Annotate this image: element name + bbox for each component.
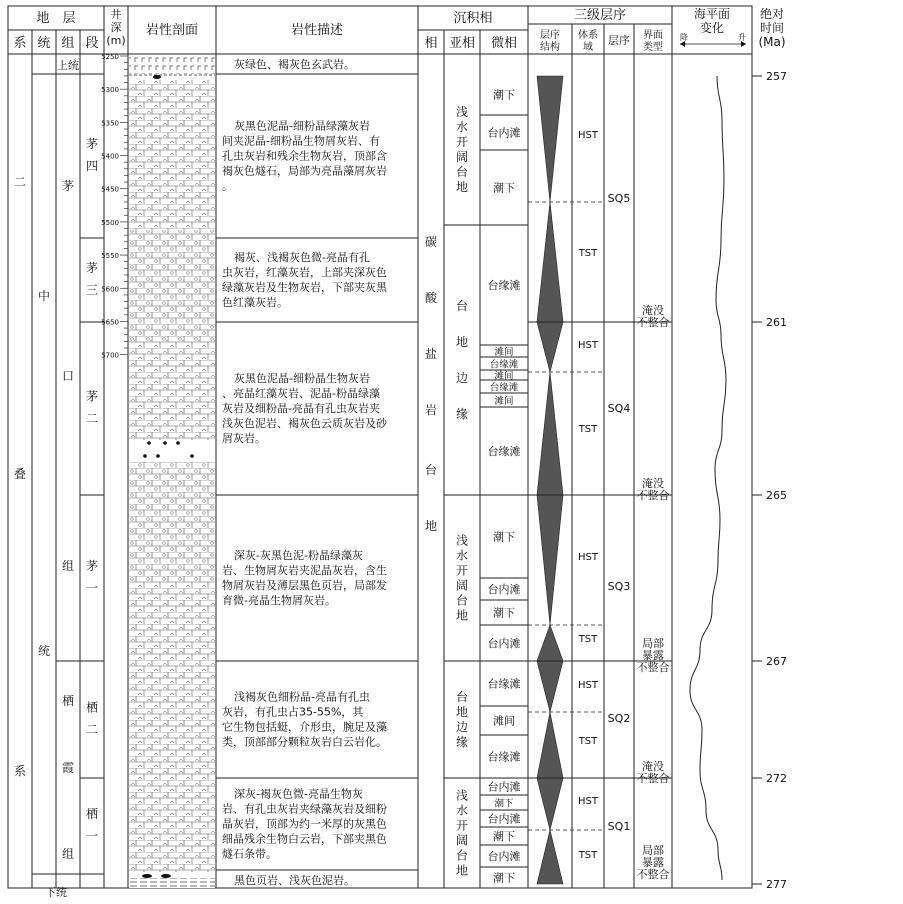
time-tick-label: 261 — [766, 316, 787, 329]
header-sedimentary-facies: 沉积相 — [453, 11, 493, 26]
fossil-limestone-layer — [129, 230, 215, 340]
formation-char: 组 — [61, 559, 75, 573]
header-lithology-profile: 岩性剖面 — [145, 23, 199, 38]
subfacies-char: 浅 — [455, 533, 469, 548]
member-label: 栖 — [85, 807, 99, 821]
header-system: 系 — [13, 36, 27, 51]
description-text: 深灰-褐灰色微-亮晶生物灰岩、有孔虫灰岩夹绿藻灰岩及细粉晶灰岩，顶部为约一米厚的灰黑色细晶残余生物白云岩，下部夹黑色燧石条带。 — [222, 787, 387, 861]
microfacies-label: 台内滩 — [487, 780, 521, 794]
member-label: 茅 — [85, 559, 99, 573]
header-formation: 组 — [61, 36, 75, 51]
microfacies-label: 潮下 — [493, 871, 515, 885]
sea-level-line — [690, 76, 726, 880]
dolomite-dot — [163, 441, 167, 445]
facies-char: 碳 — [424, 235, 438, 249]
header-sequence: 层序 — [608, 34, 630, 47]
systems-tract-label: TST — [578, 850, 598, 861]
tst-wedge — [537, 830, 563, 884]
header-strata: 地 层 — [36, 11, 76, 26]
microfacies-label: 潮下 — [493, 181, 515, 195]
system-char: 系 — [13, 764, 27, 778]
microfacies-label: 潮下 — [494, 798, 514, 810]
formation-char: 组 — [61, 847, 75, 861]
subfacies-char: 开 — [455, 818, 469, 833]
dolomite-dot — [190, 454, 194, 458]
member-label: 二 — [85, 722, 99, 737]
systems-tract-label: HST — [578, 680, 598, 691]
microfacies-label: 滩间 — [494, 396, 514, 407]
depth-tick-label: 5400 — [101, 152, 119, 161]
microfacies-label: 滩间 — [494, 371, 514, 382]
subfacies-char: 台 — [455, 848, 469, 863]
description-text: 灰黑色泥晶-细粉晶绿藻灰岩间夹泥晶-细粉晶生物屑灰岩、有孔虫灰岩和残余生物灰岩，顶部含褐灰色燧石，局部为亮晶藻屑灰岩。 — [222, 119, 387, 193]
sea-level-curve — [690, 76, 726, 880]
microfacies-label: 台内滩 — [487, 637, 521, 650]
systems-tract-label: TST — [578, 424, 598, 435]
microfacies-label: 滩间 — [494, 347, 514, 358]
microfacies-label: 台内滩 — [487, 583, 521, 596]
basalt-layer — [129, 56, 215, 74]
sea-level-rise-label: 升 — [738, 33, 746, 42]
hst-wedge — [537, 322, 563, 372]
limestone-layer — [129, 582, 215, 872]
hst-wedge — [537, 76, 563, 202]
upper-series-label: 上统 — [57, 59, 79, 72]
depth-tick-label: 5700 — [101, 351, 119, 360]
lower-series-label: 下统 — [45, 886, 67, 899]
header-sea-level-change: 海平面变化 — [693, 7, 731, 35]
header-lithology-description: 岩性描述 — [290, 23, 344, 38]
header-systems-tract: 体系域 — [578, 30, 598, 53]
chert-nodule — [153, 75, 161, 79]
microfacies-label: 台缘滩 — [487, 279, 521, 292]
absolute-time-axis — [752, 70, 787, 891]
table-grid — [8, 6, 752, 888]
system-char: 二 — [13, 175, 27, 189]
systems-tract-label: HST — [578, 340, 598, 351]
boundary-type-label: 局部暴露不整合 — [636, 844, 670, 881]
subfacies-char: 阔 — [455, 150, 469, 164]
systems-tract-label: TST — [578, 248, 598, 259]
systems-tract-label: TST — [578, 736, 598, 747]
formation-char: 口 — [61, 369, 75, 383]
depth-tick-label: 5550 — [101, 252, 119, 261]
subfacies-char: 缘 — [455, 735, 469, 749]
microfacies-label: 台缘滩 — [489, 382, 519, 394]
header — [13, 6, 785, 53]
subfacies-char: 地 — [455, 335, 469, 349]
chert-band — [142, 874, 152, 878]
system-char: 叠 — [13, 467, 27, 481]
member-label: 四 — [85, 159, 99, 173]
depth-tick-label: 5300 — [101, 86, 119, 95]
sea-level-arrow-icon — [680, 41, 746, 47]
strata-columns — [14, 58, 104, 899]
header-boundary-type: 界面类型 — [643, 30, 663, 53]
microfacies-label: 潮下 — [493, 88, 515, 102]
microfacies-label: 台缘滩 — [487, 445, 521, 458]
member-label: 一 — [85, 581, 99, 595]
time-tick-label: 267 — [766, 655, 787, 668]
description-text: 灰黑色泥晶-细粉晶生物灰岩、亮晶红藻灰岩、泥晶-粉晶绿藻灰岩及细粉晶-亮晶有孔虫灰岩夹浅灰色泥岩、褐灰色云质灰岩及砂屑灰岩。 — [222, 372, 387, 445]
depth-tick-label: 5650 — [101, 318, 119, 327]
description-text: 浅褐灰色细粉晶-亮晶有孔虫灰岩，有孔虫占35-55%，其它生物包括蜓，介形虫，腕足及藻类，顶部部分颗粒灰岩白云岩化。 — [222, 690, 387, 749]
description-text: 灰绿色、褐灰色玄武岩。 — [234, 58, 355, 71]
time-tick-label: 277 — [766, 878, 787, 891]
formation-char: 茅 — [61, 179, 75, 193]
subfacies-char: 开 — [455, 563, 469, 578]
sequence-label: SQ3 — [607, 580, 631, 593]
time-tick-label: 257 — [766, 70, 787, 83]
description-text: 褐灰、浅褐灰色微-亮晶有孔虫灰岩，红藻灰岩，上部夹深灰色绿藻灰岩及生物灰岩，下部夹灰黑色红藻灰岩。 — [222, 251, 387, 309]
description-text: 黑色页岩、浅灰色泥岩。 — [234, 874, 355, 887]
member-label: 茅 — [85, 389, 99, 404]
subfacies-char: 浅 — [455, 105, 469, 119]
facies-char: 岩 — [424, 403, 438, 417]
subfacies-char: 水 — [455, 120, 469, 134]
member-label: 茅 — [85, 137, 99, 151]
subfacies-char: 缘 — [455, 407, 469, 421]
member-label: 二 — [85, 411, 99, 426]
tst-wedge — [537, 625, 563, 661]
header-sequence-structure: 层序结构 — [540, 30, 560, 53]
header-series: 统 — [37, 36, 51, 51]
systems-tract-label: HST — [578, 130, 598, 141]
header-depth: 井深(m) — [106, 8, 126, 47]
facies-char: 盐 — [424, 347, 438, 361]
tst-wedge — [537, 372, 563, 495]
subfacies-char: 开 — [455, 135, 469, 149]
sea-level-fall-label: 降 — [680, 33, 688, 42]
subfacies-char: 阔 — [455, 833, 469, 848]
hst-wedge — [537, 778, 563, 830]
shale-layer — [129, 878, 215, 888]
subfacies-char: 地 — [455, 863, 469, 878]
lithology-descriptions — [216, 57, 418, 887]
facies-char: 酸 — [424, 291, 438, 305]
header-facies: 相 — [424, 36, 438, 51]
hst-wedge — [537, 495, 563, 625]
member-label: 茅 — [85, 261, 99, 275]
time-tick-label: 272 — [766, 772, 787, 785]
depth-tick-label: 5450 — [101, 185, 119, 194]
formation-char: 栖 — [61, 694, 75, 708]
header-member: 段 — [85, 36, 99, 51]
sequence-label: SQ1 — [607, 820, 631, 833]
limestone-layer — [129, 340, 215, 440]
boundary-type-label: 淹没不整合 — [636, 477, 670, 502]
facies-columns — [425, 88, 528, 885]
header-microfacies: 微相 — [490, 36, 518, 51]
systems-tract-label: TST — [578, 634, 598, 645]
header-absolute-time: 绝对时间(Ma) — [758, 7, 786, 49]
subfacies-char: 台 — [455, 165, 469, 179]
dolomite-dot — [147, 441, 151, 445]
limestone-layer — [129, 80, 215, 230]
facies-char: 地 — [424, 519, 438, 533]
microfacies-label: 潮下 — [493, 606, 515, 620]
depth-tick-label: 5250 — [101, 53, 119, 61]
header-subfacies: 亚相 — [448, 36, 476, 51]
subfacies-char: 阔 — [455, 578, 469, 593]
depth-scale — [101, 53, 128, 360]
sequence-label: SQ4 — [607, 402, 631, 415]
lithology-column — [129, 56, 215, 888]
subfacies-char: 台 — [455, 593, 469, 608]
middle-series-char: 中 — [37, 289, 51, 303]
microfacies-label: 台缘滩 — [487, 677, 521, 691]
dolomite-dot — [156, 454, 160, 458]
dolomite-dot — [143, 454, 147, 458]
microfacies-label: 台内滩 — [487, 850, 521, 863]
microfacies-label: 潮下 — [493, 830, 515, 843]
description-text: 深灰-灰黑色泥-粉晶绿藻灰岩、生物屑灰岩夹泥晶灰岩，含生物屑灰岩及薄层黑色页岩，局部发育微-亮晶生物屑灰岩。 — [222, 549, 387, 607]
microfacies-label: 台缘滩 — [489, 359, 519, 371]
systems-tract-label: HST — [578, 796, 598, 807]
depth-tick-label: 5350 — [101, 119, 119, 128]
dolomite-dot — [176, 441, 180, 445]
subfacies-char: 台 — [455, 299, 469, 313]
hst-wedge — [537, 661, 563, 712]
microfacies-label: 台内滩 — [487, 126, 521, 140]
chert-band — [161, 874, 171, 878]
facies-char: 台 — [424, 463, 438, 477]
microfacies-label: 台缘滩 — [487, 750, 521, 764]
microfacies-label: 潮下 — [493, 530, 515, 544]
subfacies-char: 地 — [455, 180, 469, 194]
member-label: 一 — [85, 829, 99, 843]
sequence-label: SQ2 — [607, 712, 631, 725]
subfacies-char: 台 — [455, 690, 469, 704]
column-body — [14, 53, 787, 899]
boundary-type-label: 淹没不整合 — [636, 304, 670, 329]
boundary-type-label: 淹没不整合 — [636, 760, 670, 785]
time-tick-label: 265 — [766, 489, 787, 502]
tst-wedge — [537, 202, 563, 322]
subfacies-char: 地 — [455, 705, 469, 719]
subfacies-char: 边 — [455, 371, 469, 385]
boundary-type-column — [637, 304, 670, 881]
depth-tick-label: 5500 — [101, 218, 119, 227]
microfacies-label: 台内滩 — [487, 812, 521, 826]
subfacies-char: 地 — [455, 608, 469, 623]
boundary-type-label: 局部暴露不整合 — [636, 637, 670, 674]
sequence-label: SQ5 — [607, 192, 631, 205]
fossil-limestone-layer — [129, 462, 215, 582]
member-label: 栖 — [85, 700, 99, 715]
header-third-order-sequence: 三级层序 — [573, 8, 627, 23]
middle-series-char: 统 — [37, 644, 51, 658]
depth-tick-label: 5600 — [101, 285, 119, 294]
subfacies-char: 水 — [455, 803, 469, 818]
subfacies-char: 浅 — [455, 788, 469, 803]
subfacies-char: 水 — [455, 548, 469, 563]
member-label: 三 — [85, 283, 99, 297]
systems-tract-label: HST — [578, 552, 598, 563]
subfacies-char: 边 — [455, 720, 469, 734]
formation-char: 霞 — [61, 761, 75, 775]
tst-wedge — [537, 712, 563, 778]
microfacies-label: 滩间 — [493, 714, 515, 728]
